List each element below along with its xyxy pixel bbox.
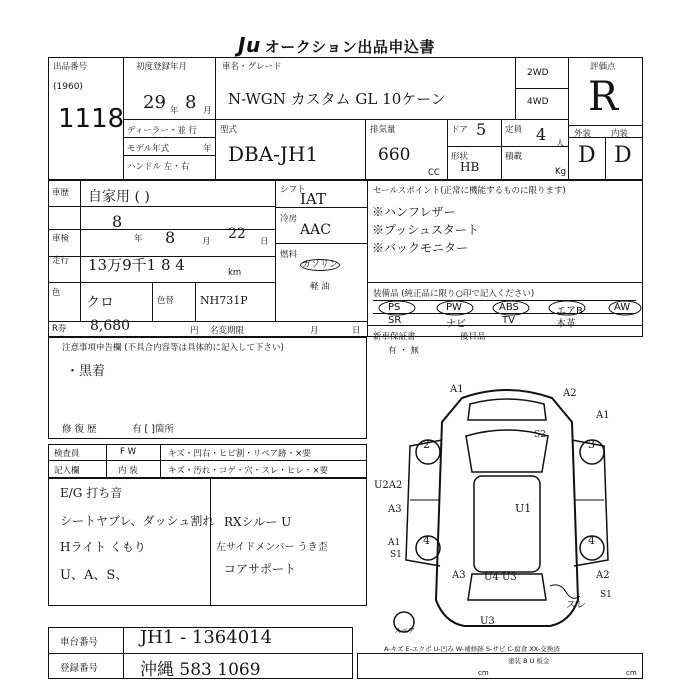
color-value: クロ (86, 295, 114, 311)
car-name-value: N-WGN カスタム GL 10ケーン (228, 90, 446, 108)
equip-navi: ナビ (446, 319, 466, 330)
capacity-value: 4 (536, 125, 547, 144)
mark-u2: U2 (374, 480, 389, 491)
legend-row2: 塗装 B U 板金 (508, 657, 550, 665)
mark-u1: U1 (515, 502, 532, 515)
fuel-circled: ガソリン (302, 260, 339, 270)
dealer-label: ディーラー・並 行 (127, 126, 198, 136)
note-member: 左サイドメンバー うき歪 (216, 542, 328, 553)
note-uas: U、A、S、 (60, 568, 129, 583)
exterior-label: 外装 (574, 129, 592, 139)
mileage-unit: km (228, 268, 242, 278)
fuel-value (300, 257, 340, 270)
car-front-panel (468, 399, 546, 420)
name-change-label: 名変期限 (210, 326, 245, 336)
displacement-value: 660 (378, 145, 411, 165)
plate-label: 登録番号 (60, 663, 99, 674)
load-unit: Kg (555, 167, 566, 177)
registration-label: 初度登録年月 (136, 62, 188, 72)
mileage-value: 13万9千1 8 4 (88, 256, 185, 274)
note-rx: RXシルー U (224, 515, 292, 529)
drive-2wd: 2WD (527, 68, 549, 78)
legend-text: A-キズ E-エクボ U-凹み W-補修跡 S-サビ C-腐食 XX-交換済 (384, 645, 560, 653)
registration-month: 8 (185, 92, 197, 113)
history-value: 自家用 ( ) (88, 189, 150, 205)
warranty-label: 新車保証書 (373, 332, 416, 342)
recycle-unit: 円 (190, 326, 199, 336)
note-engine: E/G 打ち音 (60, 486, 123, 500)
notes-text: ・黒着 (66, 364, 106, 379)
mark-s2: S2 (534, 430, 546, 440)
note-headlight: Hライト くもり (60, 540, 146, 554)
mark-s1-left: S1 (390, 550, 402, 560)
displacement-unit: CC (428, 168, 440, 178)
drive-4wd: 4WD (527, 97, 549, 107)
tire-label-fr: 3 (588, 438, 595, 451)
aircon-value: AAC (300, 222, 331, 238)
mark-u4-u3: U4 U3 (484, 572, 517, 583)
shift-label: シフト (280, 185, 306, 195)
fuel-diesel: 軽 油 (310, 282, 330, 292)
interior-items: キズ・汚れ・コゲ・穴・スレ・ヒレ・×要 (168, 466, 328, 476)
form-title-text: オークション出品申込書 (264, 38, 435, 56)
equipment-label: 装備品 (純正品に限り○印で記入ください) (373, 289, 535, 299)
note-seat: シートヤブレ、ダッシュ割れ (60, 514, 215, 528)
sales-point-1: ※ハンフレザー (372, 205, 456, 219)
lot-number: 1118 (58, 104, 125, 134)
mark-a2-left: A2 (388, 480, 403, 491)
mark-scuff: スレ (566, 600, 586, 611)
aircon-label: 冷房 (280, 214, 298, 224)
color-code-label: 色替 (157, 296, 175, 306)
recycle-label: R券 (52, 324, 67, 334)
inspection-label: 車検 (52, 234, 70, 244)
equip-abs: ABS (499, 302, 519, 313)
note-core-support: コアサポート (224, 562, 297, 576)
sales-point-2: ※プッシュスタート (372, 223, 479, 237)
load-label: 積載 (505, 152, 523, 162)
color-code: NH731P (200, 294, 248, 307)
name-change-month: 月 (310, 326, 319, 336)
form-title (238, 33, 435, 57)
equip-sr: SR (388, 315, 402, 326)
model-year-unit: 年 (203, 144, 212, 154)
rating-label: 評価点 (590, 62, 616, 72)
car-damage-diagram (370, 360, 645, 650)
equip-airbag: エアB (556, 306, 583, 317)
equip-tv: TV (502, 315, 515, 326)
mileage-label: 走行 (52, 256, 70, 266)
mark-a1-left: A1 (388, 538, 401, 548)
shape-label: 形状 (451, 152, 469, 162)
reg-year-unit: 年 (170, 106, 179, 116)
sales-point-3: ※バックモニター (372, 241, 469, 255)
shift-value: IAT (300, 190, 326, 208)
model-value: DBA-JH1 (228, 142, 319, 166)
interior-label: 内装 (611, 129, 629, 139)
entry-label: 記入欄 (54, 466, 80, 476)
mark-a3-left: A3 (388, 504, 402, 515)
sales-point-3-text: バックモニター (384, 241, 469, 255)
chassis-label: 車台番号 (60, 637, 99, 648)
inspector-label: 検査員 (54, 449, 80, 459)
lot-sub: (1960) (53, 82, 83, 92)
name-change-day: 日 (352, 326, 361, 336)
tire-label-rl: 4 (423, 534, 430, 547)
capacity-label: 定員 (505, 125, 523, 135)
reg-month-unit: 月 (203, 106, 212, 116)
repair-label: 修 復 歴 (62, 424, 97, 435)
history-label: 車歴 (52, 188, 70, 198)
legend-block (357, 653, 643, 679)
equipment-circles (373, 291, 643, 321)
repair-value: 有 [ ]箇所 (132, 424, 174, 435)
sales-points-label: セールスポイント(正常に機能するものに限ります) (373, 186, 566, 196)
model-year-label: モデル年式 (127, 144, 170, 154)
car-name-label: 車名・グレード (222, 62, 282, 72)
doors-label: ドア (451, 125, 468, 135)
tire-label-fl: 2 (423, 438, 430, 451)
doors-value: 5 (476, 120, 487, 139)
interior-row-label: 内 装 (118, 466, 138, 476)
mark-a1-front: A1 (450, 384, 464, 395)
capacity-unit: 人 (556, 139, 565, 149)
color-label: 色 (52, 288, 61, 298)
inspection-month: 8 (165, 228, 176, 247)
spare-label: スペア (394, 627, 415, 635)
handle-label: ハンドル 左・右 (127, 162, 190, 172)
chassis-value: JH1 - 1364014 (140, 627, 273, 648)
registration-year: 29 (143, 92, 166, 113)
car-roof (474, 476, 540, 572)
fw-items: キズ・凹右・ヒビ割・リペア跡・×要 (168, 449, 311, 459)
sales-point-1-text: ハンフレザー (384, 205, 456, 219)
rating-score: R (588, 74, 619, 120)
recycle-value: 8,680 (90, 318, 131, 334)
inspection-month-unit: 月 (202, 237, 211, 247)
exterior-grade: D (578, 143, 596, 168)
mark-a2-front: A2 (563, 388, 577, 399)
mark-u2-a2 (374, 480, 402, 491)
equip-ps: PS (388, 302, 401, 313)
mark-a1-right: A1 (596, 410, 610, 421)
fw-label: F W (120, 447, 136, 457)
displacement-label: 排気量 (370, 125, 396, 135)
mark-a2-rear: A2 (596, 570, 610, 581)
shape-value: HB (460, 160, 480, 174)
equip-aw: AW (614, 302, 631, 313)
warranty-value: 有 ・ 無 (388, 346, 419, 356)
legend-cm: cm (478, 669, 489, 677)
mark-u3-rear: U3 (480, 616, 495, 627)
inspection-year: 8 (112, 212, 123, 231)
plate-value: 沖縄 583 1069 (140, 660, 261, 680)
inspection-day-unit: 日 (260, 237, 269, 247)
car-body-outline (436, 390, 578, 626)
tire-label-rr: 4 (588, 534, 595, 547)
inspection-year-unit: 年 (134, 234, 143, 244)
inspection-day: 22 (228, 226, 246, 242)
notes-label: 注意事項申告欄 (不具合内容等は具体的に記入して下さい) (62, 343, 284, 353)
interior-grade: D (614, 143, 632, 168)
equip-pw: PW (446, 302, 462, 313)
fuel-label: 燃料 (280, 250, 298, 260)
mark-a3-rear: A3 (452, 570, 466, 581)
legend-cm-2: cm (626, 669, 637, 677)
sales-point-2-text: プッシュスタート (384, 223, 479, 237)
ju-logo: Ju (238, 33, 261, 57)
car-left-side (406, 440, 442, 566)
equip-leather: 本革 (556, 319, 576, 330)
lot-label: 出品番号 (53, 62, 88, 72)
after-label: 後目品 (460, 332, 486, 342)
model-label: 型式 (220, 125, 238, 135)
mark-s1-rear: S1 (600, 590, 612, 600)
